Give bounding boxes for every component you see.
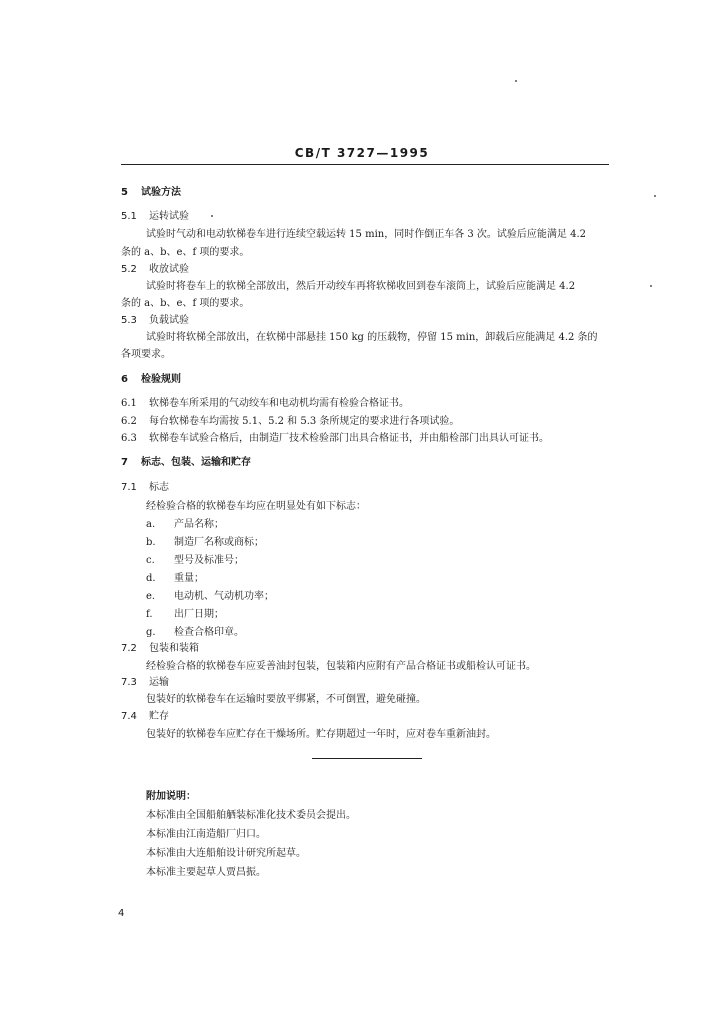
subsection-7-3-heading xyxy=(121,675,611,691)
rule-number: 6.1 xyxy=(121,398,137,409)
header-rule xyxy=(121,164,609,165)
subsection-7-1-heading xyxy=(121,480,611,496)
subsection-title: 贮存 xyxy=(149,711,169,722)
notes-line: 本标准由全国船舶舾装标准化技术委员会提出。 xyxy=(146,810,356,821)
section-title: 试验方法 xyxy=(141,187,181,198)
list-item xyxy=(146,517,611,533)
subsection-title: 收放试验 xyxy=(149,264,189,275)
rule-number: 6.2 xyxy=(121,416,137,427)
rule-number: 6.3 xyxy=(121,433,137,444)
list-text: 型号及标准号； xyxy=(174,555,244,566)
scan-speck xyxy=(515,80,517,82)
rule-item xyxy=(121,396,611,412)
notes-line: 本标准主要起草人贾昌振。 xyxy=(146,867,266,878)
subsection-title: 运输 xyxy=(149,677,169,688)
list-letter: d. xyxy=(146,573,156,584)
section-number: 7 xyxy=(121,457,128,468)
notes-title: 附加说明： xyxy=(146,791,196,802)
section-number: 6 xyxy=(121,374,128,385)
page-number: 4 xyxy=(118,908,125,919)
subsection-title: 运转试验 xyxy=(149,211,189,222)
paragraph-line: 试验时气动和电动软梯卷车进行连续空载运转 15 min，同时作倒正车各 3 次。试验后应能满足 4.2 xyxy=(146,229,587,240)
rule-item xyxy=(121,431,611,447)
list-item xyxy=(146,607,611,623)
subsection-5-2-heading xyxy=(121,262,611,278)
section-5-heading xyxy=(121,185,611,201)
rule-text: 软梯卷车试验合格后，由制造厂技术检验部门出具合格证书，并由船检部门出具认可证书。 xyxy=(149,433,549,444)
section-6-heading xyxy=(121,372,611,388)
paragraph-line: 试验时将卷车上的软梯全部放出，然后开动绞车再将软梯收回到卷车滚筒上，试验后应能满足 4.2 xyxy=(146,281,576,292)
standard-number: CB/T 3727—1995 xyxy=(294,146,430,160)
subsection-title: 包装和装箱 xyxy=(149,643,199,654)
paragraph-line: 经检验合格的软梯卷车均应在明显处有如下标志： xyxy=(146,501,366,512)
subsection-number: 5.2 xyxy=(121,264,137,275)
scan-speck xyxy=(654,195,656,197)
scan-speck xyxy=(211,215,213,217)
paragraph-line: 条的 a、b、e、f 项的要求。 xyxy=(121,298,250,309)
list-letter: f. xyxy=(146,609,153,620)
paragraph-line: 包装好的软梯卷车在运输时要放平绑紧，不可倒置，避免碰撞。 xyxy=(146,694,426,705)
subsection-number: 7.2 xyxy=(121,643,137,654)
list-text: 出厂日期； xyxy=(174,609,224,620)
list-letter: e. xyxy=(146,591,156,602)
list-text: 电动机、气动机功率； xyxy=(174,591,274,602)
paragraph-line: 各项要求。 xyxy=(121,349,171,360)
rule-text: 每台软梯卷车均需按 5.1、5.2 和 5.3 条所规定的要求进行各项试验。 xyxy=(149,416,460,427)
list-letter: c. xyxy=(146,555,155,566)
subsection-title: 负载试验 xyxy=(149,315,189,326)
section-title: 检验规则 xyxy=(141,374,181,385)
subsection-7-2-heading xyxy=(121,641,611,657)
list-letter: b. xyxy=(146,537,156,548)
subsection-number: 7.1 xyxy=(121,482,137,493)
list-letter: a. xyxy=(146,519,156,530)
paragraph-line: 试验时将软梯全部放出，在软梯中部悬挂 150 kg 的压载物，停留 15 min，卸载后应能满足 4.2 条的 xyxy=(146,332,598,343)
rule-text: 软梯卷车所采用的气动绞车和电动机均需有检验合格证书。 xyxy=(149,398,409,409)
notes-line: 本标准由江南造船厂归口。 xyxy=(146,829,266,840)
subsection-number: 5.3 xyxy=(121,315,137,326)
list-item xyxy=(146,553,611,569)
list-item xyxy=(146,589,611,605)
list-item xyxy=(146,535,611,551)
list-text: 重量； xyxy=(174,573,204,584)
subsection-7-4-heading xyxy=(121,709,611,725)
section-7-heading xyxy=(121,455,611,471)
list-letter: g. xyxy=(146,627,156,638)
paragraph-line: 经检验合格的软梯卷车应妥善油封包装，包装箱内应附有产品合格证书或船检认可证书。 xyxy=(146,661,536,672)
end-rule xyxy=(312,758,422,759)
paragraph-line: 包装好的软梯卷车应贮存在干燥场所。贮存期超过一年时，应对卷车重新油封。 xyxy=(146,729,496,740)
list-item xyxy=(146,625,611,641)
subsection-number: 7.4 xyxy=(121,711,137,722)
section-number: 5 xyxy=(121,187,128,198)
subsection-5-3-heading xyxy=(121,313,611,329)
section-title: 标志、包装、运输和贮存 xyxy=(141,457,251,468)
rule-item xyxy=(121,414,611,430)
subsection-number: 7.3 xyxy=(121,677,137,688)
subsection-title: 标志 xyxy=(149,482,169,493)
list-text: 产品名称； xyxy=(174,519,224,530)
scan-speck xyxy=(650,285,652,287)
subsection-5-1-heading xyxy=(121,209,611,225)
list-text: 检查合格印章。 xyxy=(174,627,244,638)
list-item xyxy=(146,571,611,587)
paragraph-line: 条的 a、b、e、f 项的要求。 xyxy=(121,247,250,258)
subsection-number: 5.1 xyxy=(121,211,137,222)
list-text: 制造厂名称或商标； xyxy=(174,537,264,548)
notes-line: 本标准由大连船舶设计研究所起草。 xyxy=(146,848,306,859)
